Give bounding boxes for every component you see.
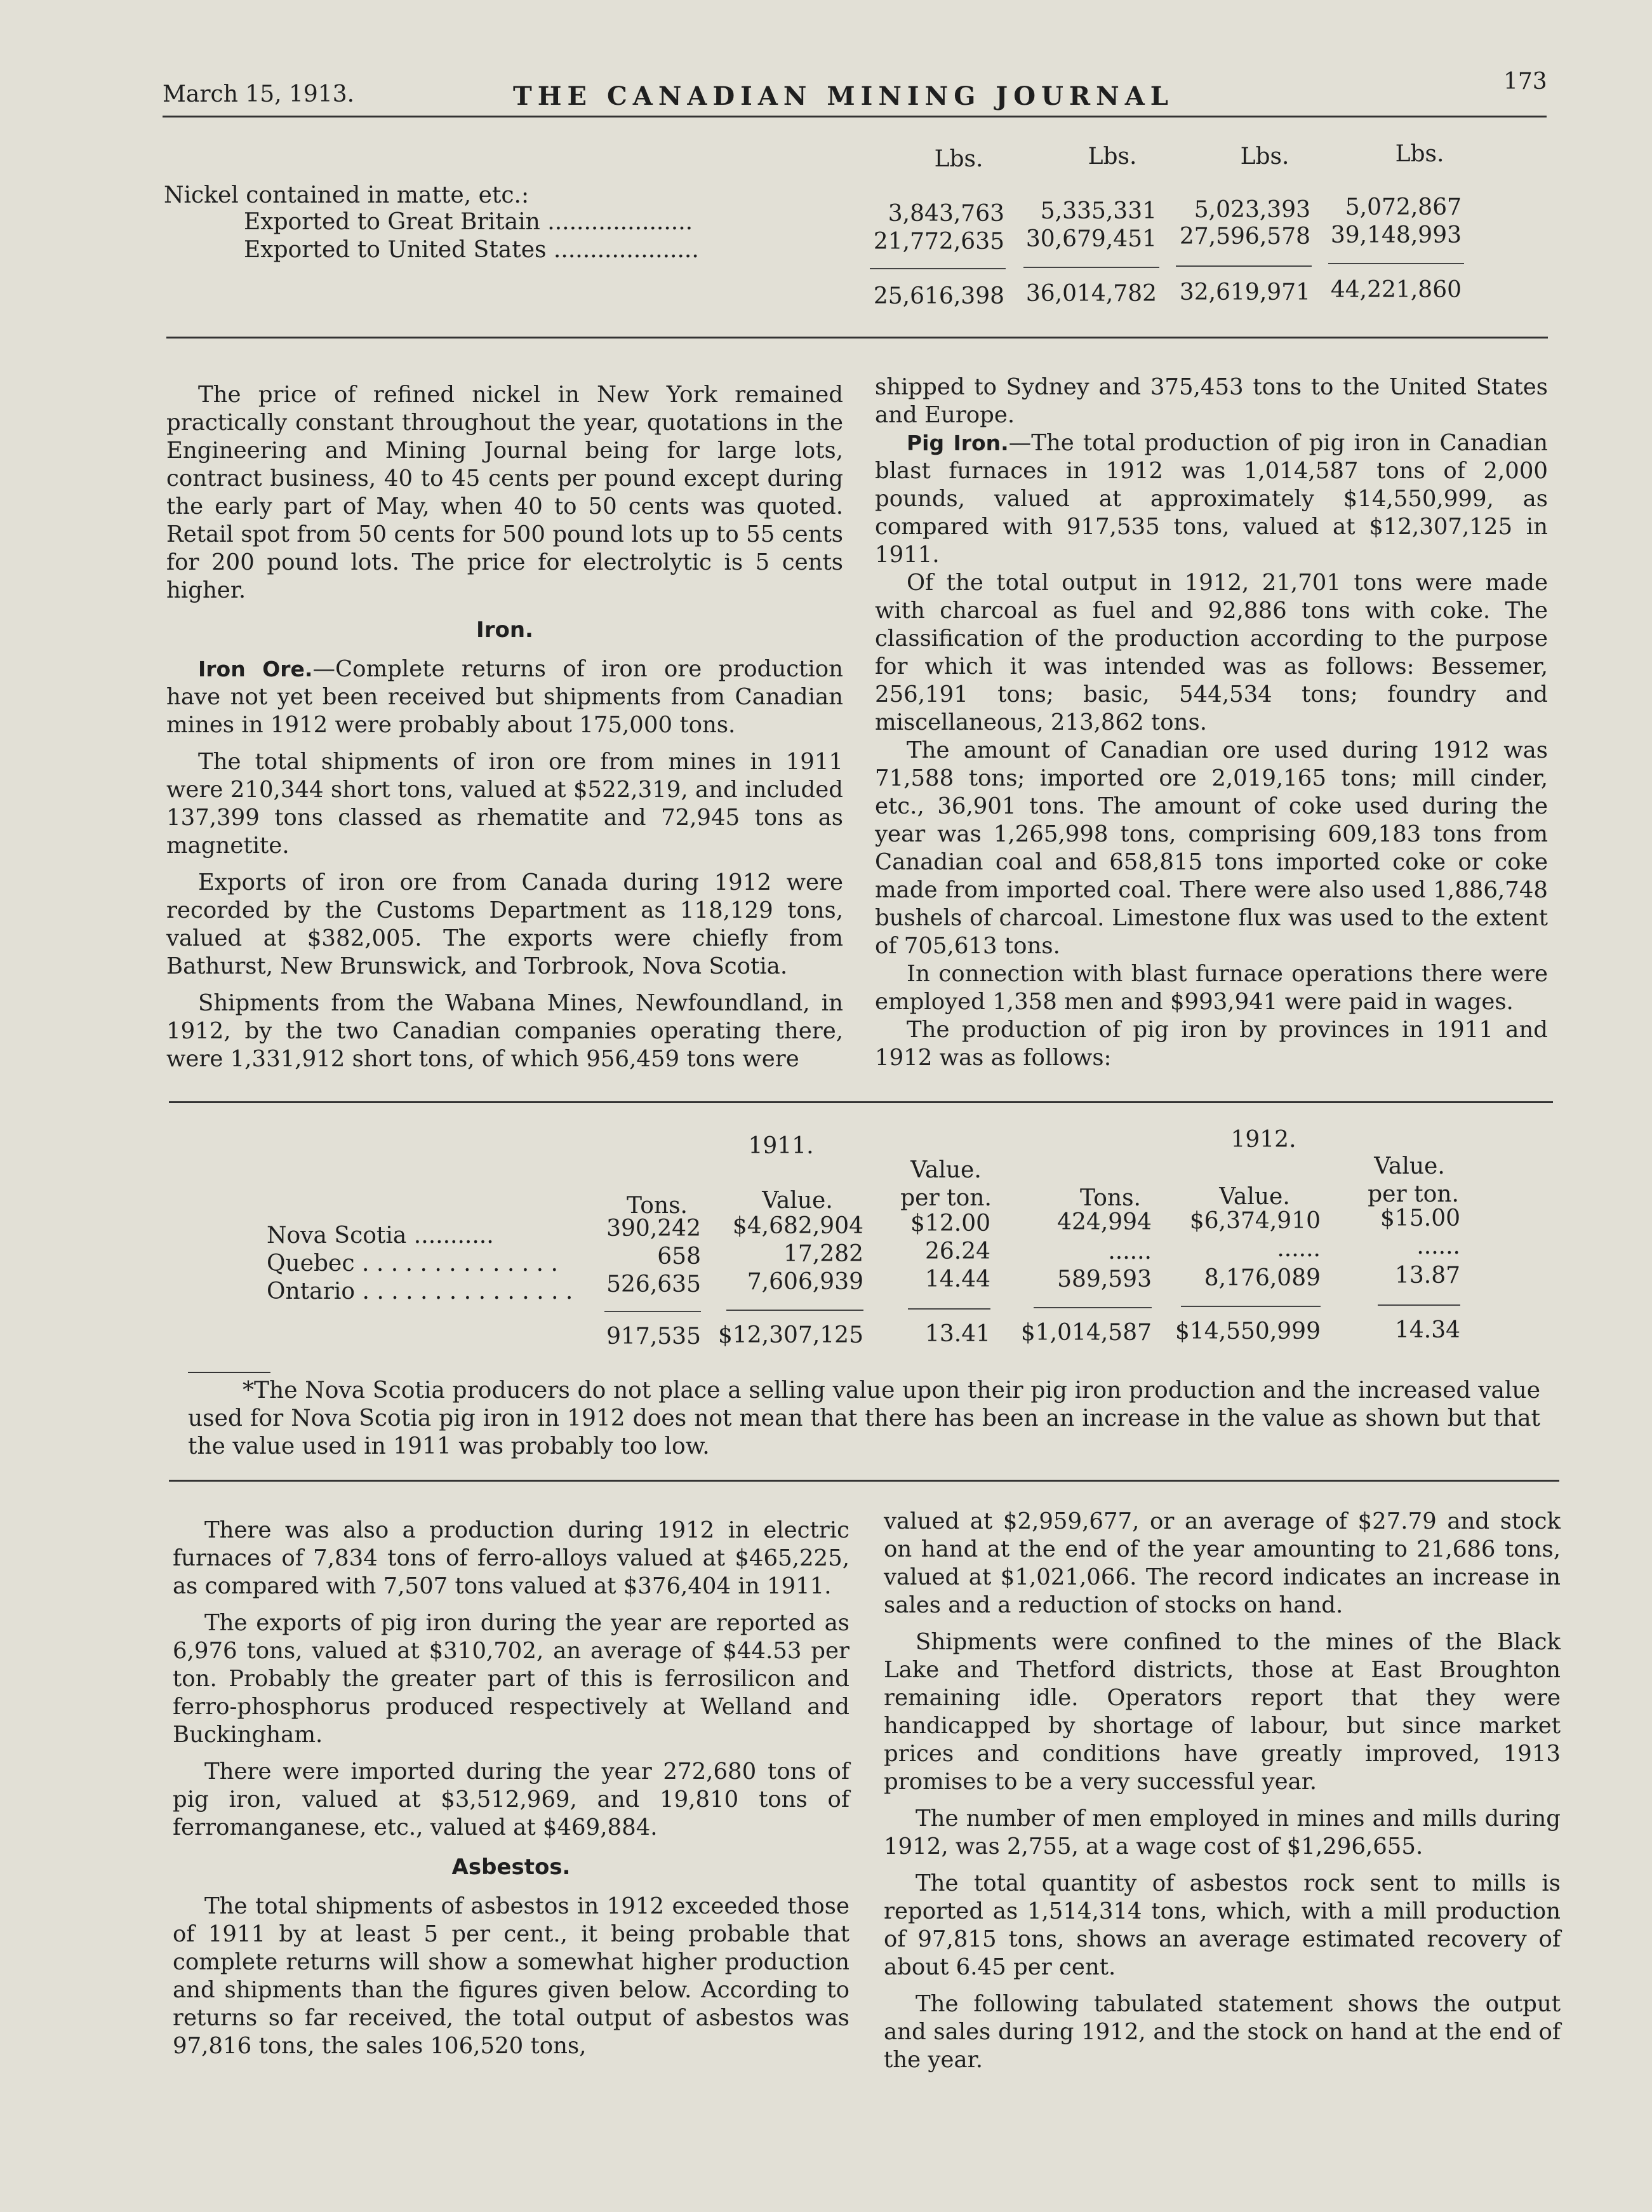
sum-rule bbox=[870, 268, 1006, 269]
sum-rule bbox=[1176, 265, 1312, 267]
column-header: per ton. bbox=[900, 1185, 992, 1211]
run-in-heading: Iron Ore. bbox=[198, 657, 313, 681]
column-header: Value. bbox=[1374, 1153, 1445, 1179]
nickel-total: 32,619,971 bbox=[1179, 279, 1310, 305]
paragraph-text: —The total production of pig iron in Canadian blast furnaces in 1912 was 1,014,587 tons of 2,000 pounds, valued at approximately $14,550,999, as compared with 917,535 tons, valued at $12,307,125 in 1911. bbox=[875, 430, 1548, 568]
nickel-value: 5,072,867 bbox=[1345, 194, 1462, 220]
paragraph: The total shipments of asbestos in 1912 exceeded those of 1911 by at least 5 per cent., it being probable that complete returns will show a somewhat higher production and shipments than the figures given below. According to returns so far received, the total output of asbestos was 97,816 tons, the sales 106,520 tons, bbox=[173, 1893, 849, 2059]
issue-date: March 15, 1913. bbox=[163, 81, 355, 107]
pig-value: ...... bbox=[1416, 1233, 1460, 1259]
year-heading: 1912. bbox=[1230, 1127, 1296, 1153]
unit-label: Lbs. bbox=[1240, 144, 1289, 170]
pig-value: 7,606,939 bbox=[747, 1269, 863, 1295]
pig-value: 14.44 bbox=[924, 1266, 990, 1292]
paragraph: There was also a production during 1912 in electric furnaces of 7,834 tons of ferro-alloys valued at $465,225, as compared with 7,507 tons valued at $376,404 in 1911. bbox=[173, 1517, 849, 1599]
nickel-row-label: Exported to United States .................... bbox=[244, 237, 699, 263]
pig-value: 390,242 bbox=[606, 1216, 701, 1242]
paragraph: The following tabulated statement shows the output and sales during 1912, and the stock on hand at the end of the year. bbox=[884, 1991, 1561, 2073]
pig-total: 917,535 bbox=[606, 1324, 701, 1350]
unit-label: Lbs. bbox=[934, 146, 983, 172]
section-heading-asbestos: Asbestos. bbox=[451, 1854, 571, 1880]
column-header: Value. bbox=[1219, 1184, 1290, 1210]
paragraph-text: —Complete returns of iron ore production have not yet been received but shipments from Canadian mines in 1912 were probably about 175,000 tons. bbox=[166, 656, 843, 738]
pig-value: 424,994 bbox=[1057, 1209, 1152, 1235]
pig-total: 14.34 bbox=[1394, 1317, 1460, 1343]
paragraph: There were imported during the year 272,680 tons of pig iron, valued at $3,512,969, and 19,810 tons of ferromanganese, etc., valued at $469,884. bbox=[173, 1759, 849, 1840]
nickel-total: 25,616,398 bbox=[873, 283, 1004, 309]
pig-value: 589,593 bbox=[1057, 1266, 1152, 1292]
left-column-upper bbox=[166, 381, 843, 1073]
sum-rule bbox=[1023, 267, 1159, 268]
nickel-value: 5,023,393 bbox=[1194, 197, 1310, 223]
pig-value: $12.00 bbox=[910, 1210, 990, 1237]
unit-label: Lbs. bbox=[1395, 141, 1444, 167]
footnote-rule bbox=[188, 1372, 270, 1373]
pig-total: $12,307,125 bbox=[717, 1322, 863, 1348]
nickel-total: 36,014,782 bbox=[1025, 281, 1157, 307]
nickel-caption: Nickel contained in matte, etc.: bbox=[164, 182, 530, 208]
sum-rule bbox=[1181, 1306, 1321, 1307]
section-rule bbox=[169, 1480, 1559, 1482]
pig-value: 658 bbox=[657, 1243, 701, 1270]
paragraph: The number of men employed in mines and mills during 1912, was 2,755, at a wage cost of $1,296,655. bbox=[884, 1806, 1561, 1860]
nickel-value: 27,596,578 bbox=[1179, 224, 1310, 250]
nickel-total: 44,221,860 bbox=[1330, 277, 1462, 303]
nickel-value: 30,679,451 bbox=[1025, 226, 1157, 252]
sum-rule bbox=[1328, 263, 1464, 264]
pig-value: $15.00 bbox=[1380, 1205, 1460, 1231]
column-header: Tons. bbox=[1080, 1185, 1141, 1211]
header-rule bbox=[163, 116, 1547, 117]
nickel-value: 3,843,763 bbox=[888, 201, 1004, 227]
journal-title: THE CANADIAN MINING JOURNAL bbox=[513, 81, 1174, 111]
pig-value: 526,635 bbox=[606, 1271, 701, 1297]
pig-value: 26.24 bbox=[924, 1238, 990, 1264]
unit-label: Lbs. bbox=[1088, 144, 1137, 170]
footnote-text: *The Nova Scotia producers do not place a selling value upon their pig iron production and the increased value used for Nova Scotia pig iron in 1912 does not mean that there has been an increase in the value as shown but that the value used in 1911 was probably too low. bbox=[188, 1377, 1540, 1459]
section-rule bbox=[169, 1101, 1553, 1103]
sum-rule bbox=[726, 1310, 863, 1311]
nickel-value: 39,148,993 bbox=[1330, 222, 1462, 248]
column-header: Value. bbox=[910, 1157, 982, 1183]
section-rule bbox=[166, 337, 1548, 339]
paragraph: In connection with blast furnace operations there were employed 1,358 men and $993,941 were paid in wages. bbox=[875, 961, 1548, 1015]
nickel-value: 5,335,331 bbox=[1040, 198, 1157, 224]
province-label: Nova Scotia ........... bbox=[267, 1223, 494, 1249]
pig-total: $14,550,999 bbox=[1175, 1318, 1321, 1344]
right-column-upper bbox=[875, 373, 1548, 1072]
paragraph: The production of pig iron by provinces in 1911 and 1912 was as follows: bbox=[875, 1017, 1548, 1071]
right-column-lower bbox=[884, 1508, 1561, 2074]
paragraph bbox=[166, 655, 843, 739]
paragraph: The total quantity of asbestos rock sent to mills is reported as 1,514,314 tons, which, with a mill production of 97,815 tons, shows an average estimated recovery of about 6.45 per cent. bbox=[884, 1870, 1561, 1980]
footnote bbox=[188, 1377, 1540, 1461]
pig-value: ...... bbox=[1108, 1238, 1152, 1264]
paragraph: Exports of iron ore from Canada during 1912 were recorded by the Customs Department as 118,129 tons, valued at $382,005. The exports were chiefly from Bathurst, New Brunswick, and Torbrook, Nova Scotia. bbox=[166, 869, 843, 979]
paragraph: The exports of pig iron during the year are reported as 6,976 tons, valued at $310,702, an average of $44.53 per ton. Probably the greater part of this is ferrosilicon and ferro-phosphorus produced respectively at Welland and Buckingham. bbox=[173, 1610, 849, 1748]
sum-rule bbox=[1378, 1304, 1460, 1306]
nickel-row-label: Exported to Great Britain .................... bbox=[244, 209, 693, 235]
section-heading-iron: Iron. bbox=[476, 617, 533, 643]
pig-value: 17,282 bbox=[783, 1241, 863, 1267]
paragraph: shipped to Sydney and 375,453 tons to the United States and Europe. bbox=[875, 374, 1548, 428]
paragraph: The total shipments of iron ore from mines in 1911 were 210,344 short tons, valued at $522,319, and included 137,399 tons classed as rhematite and 72,945 tons as magnetite. bbox=[166, 749, 843, 859]
pig-value: $4,682,904 bbox=[732, 1213, 863, 1239]
paragraph: Shipments from the Wabana Mines, Newfoundland, in 1912, by the two Canadian companies operating there, were 1,331,912 short tons, of which 956,459 tons were bbox=[166, 990, 843, 1072]
column-header: per ton. bbox=[1368, 1181, 1459, 1207]
paragraph: The amount of Canadian ore used during 1912 was 71,588 tons; imported ore 2,019,165 tons; mill cinder, etc., 36,901 tons. The amount of coke used during the year was 1,265,998 tons, comprising 609,183 tons from Canadian coal and 658,815 tons imported coke or coke made from imported coal. There were also used 1,886,748 bushels of charcoal. Limestone flux was used to the extent of 705,613 tons. bbox=[875, 737, 1548, 959]
pig-value: $6,374,910 bbox=[1189, 1208, 1321, 1234]
column-header: Value. bbox=[762, 1188, 833, 1214]
pig-total: $1,014,587 bbox=[1020, 1320, 1152, 1346]
nickel-value: 21,772,635 bbox=[873, 229, 1004, 255]
province-label: Ontario . . . . . . . . . . . . . . . bbox=[267, 1278, 573, 1304]
sum-rule bbox=[1034, 1307, 1152, 1308]
sum-rule bbox=[908, 1308, 990, 1310]
pig-value: 13.87 bbox=[1394, 1263, 1460, 1289]
sum-rule bbox=[604, 1311, 701, 1312]
pig-value: ...... bbox=[1277, 1236, 1321, 1262]
page-number: 173 bbox=[1503, 69, 1547, 95]
paragraph: Shipments were confined to the mines of the Black Lake and Thetford districts, those at East Broughton remaining idle. Operators report that they were handicapped by shortage of labour, but since market prices and conditions have greatly improved, 1913 promises to be a very successful year. bbox=[884, 1629, 1561, 1795]
paragraph bbox=[875, 429, 1548, 569]
paragraph: valued at $2,959,677, or an average of $27.79 and stock on hand at the end of the year amounting to 21,686 tons, valued at $1,021,066. The record indicates an increase in sales and a reduction of stocks on hand. bbox=[884, 1508, 1561, 1618]
paragraph: The price of refined nickel in New York remained practically constant throughout the year, quotations in the Engineering and Mining Journal being for large lots, contract business, 40 to 45 cents per pound except during the early part of May, when 40 to 50 cents was quoted. Retail spot from 50 cents for 500 pound lots up to 55 cents for 200 pound lots. The price for electrolytic is 5 cents higher. bbox=[166, 382, 843, 603]
run-in-heading: Pig Iron. bbox=[907, 431, 1009, 455]
year-heading: 1911. bbox=[748, 1133, 814, 1159]
pig-value: 8,176,089 bbox=[1204, 1265, 1321, 1291]
column-header: Tons. bbox=[627, 1193, 688, 1219]
pig-total: 13.41 bbox=[924, 1321, 990, 1347]
province-label: Quebec . . . . . . . . . . . . . . bbox=[267, 1250, 558, 1277]
paragraph: Of the total output in 1912, 21,701 tons were made with charcoal as fuel and 92,886 tons with coke. The classification of the production according to the purpose for which it was intended was as follows: Bessemer, 256,191 tons; basic, 544,534 tons; foundry and miscellaneous, 213,862 tons. bbox=[875, 570, 1548, 735]
left-column-lower bbox=[173, 1517, 849, 2060]
